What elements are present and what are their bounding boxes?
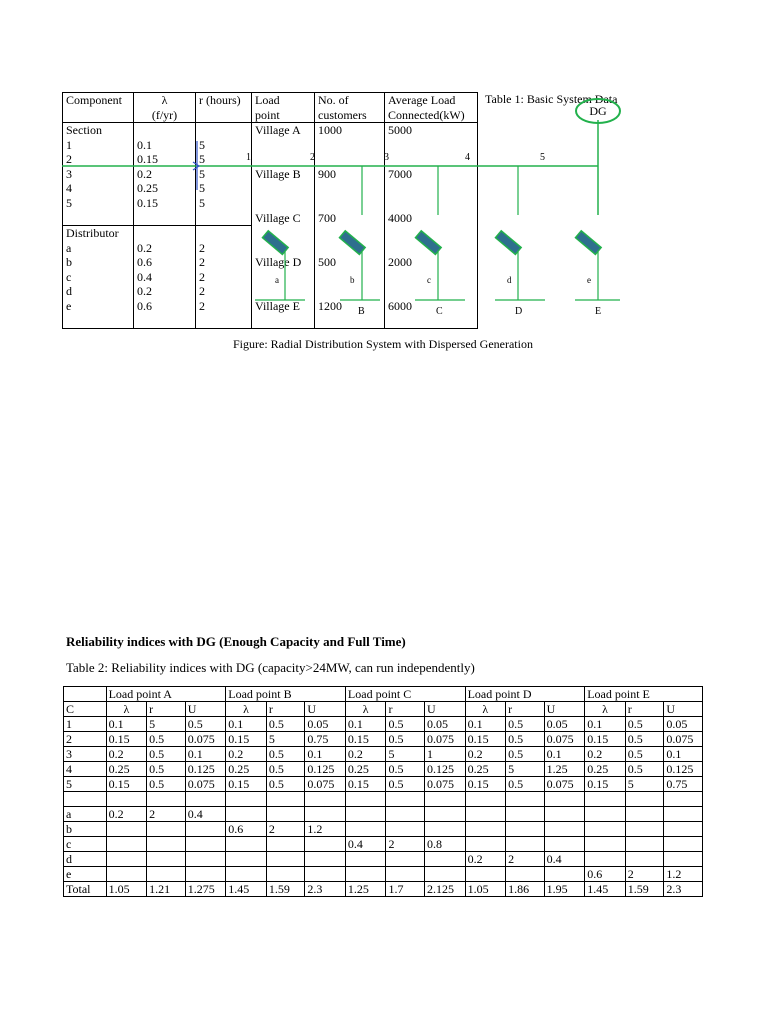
table-cell — [147, 867, 186, 882]
table-cell: 0.5 — [147, 762, 186, 777]
table-cell — [585, 822, 626, 837]
table-cell: 0.5 — [266, 762, 305, 777]
table-cell: 1.45 — [226, 882, 267, 897]
table-cell: 0.15 — [585, 777, 626, 792]
sub-header-lambda: λ — [465, 702, 506, 717]
table-cell — [305, 807, 346, 822]
section-lambda-cell: 0.1 0.15 0.2 0.25 0.15 — [134, 123, 196, 226]
fuse-a-icon — [262, 231, 288, 255]
table-cell: 0.1 — [544, 747, 585, 762]
col-r-header: r (hours) — [196, 93, 252, 123]
table-cell — [625, 792, 664, 807]
table-cell: 0.5 — [625, 717, 664, 732]
table-cell: 0.4 — [345, 837, 386, 852]
sub-header-lambda: λ — [345, 702, 386, 717]
table-cell: 0.05 — [305, 717, 346, 732]
row-label-cell: b — [64, 822, 107, 837]
distributor-b — [339, 231, 380, 317]
section-number-1: 1 — [246, 152, 251, 163]
group-header-a: Load point A — [106, 687, 226, 702]
table-cell — [266, 837, 305, 852]
table-cell — [147, 822, 186, 837]
table-cell: 2.3 — [305, 882, 346, 897]
distributor-label-e: e — [587, 275, 591, 285]
table-cell — [585, 837, 626, 852]
table-cell: 0.6 — [585, 867, 626, 882]
table-cell: 0.5 — [506, 777, 545, 792]
avg-load-cell: 5000 7000 4000 2000 6000 — [385, 123, 478, 329]
table-cell: 0.1 — [305, 747, 346, 762]
table-cell: 0.4 — [185, 807, 226, 822]
load-label-e: E — [595, 306, 602, 317]
table-cell: 1.45 — [585, 882, 626, 897]
table-cell: 1 — [425, 747, 466, 762]
col-avg-load-header: Average Load Connected(kW) — [385, 93, 478, 123]
table-cell: 0.25 — [585, 762, 626, 777]
table-row — [64, 747, 703, 762]
table-cell: 0.075 — [664, 732, 703, 747]
table-cell — [185, 867, 226, 882]
table-cell: 5 — [506, 762, 545, 777]
table-cell — [585, 852, 626, 867]
table-cell: 0.1 — [345, 717, 386, 732]
section-number-5: 5 — [540, 152, 545, 163]
table-cell — [664, 822, 703, 837]
table-cell: 2 — [147, 807, 186, 822]
col-customers-header: No. of customers — [315, 93, 385, 123]
table-cell — [345, 792, 386, 807]
table-cell: 0.5 — [147, 777, 186, 792]
section-r-cell: 5 5 5 5 5 — [196, 123, 252, 226]
table-cell — [147, 792, 186, 807]
distributor-label-c: c — [427, 275, 431, 285]
table-cell: 5 — [386, 747, 425, 762]
table-cell: 1.05 — [465, 882, 506, 897]
table-cell: 0.5 — [506, 717, 545, 732]
table-cell: 1.95 — [544, 882, 585, 897]
table-cell — [425, 822, 466, 837]
distributor-r-cell: 2 2 2 2 2 — [196, 226, 252, 329]
table-cell: 0.15 — [226, 777, 267, 792]
table-cell — [506, 837, 545, 852]
table-cell: 0.5 — [386, 762, 425, 777]
table-cell — [106, 837, 147, 852]
table-cell: 0.15 — [106, 732, 147, 747]
table-cell — [506, 792, 545, 807]
table-cell: 0.5 — [386, 732, 425, 747]
table-cell — [345, 807, 386, 822]
table-cell — [465, 822, 506, 837]
distributor-d — [495, 231, 545, 317]
table-cell — [185, 822, 226, 837]
sub-header-u: U — [185, 702, 226, 717]
sub-header-r: r — [506, 702, 545, 717]
table-cell: 0.5 — [625, 762, 664, 777]
group-header-d: Load point D — [465, 687, 585, 702]
table-cell: 1.21 — [147, 882, 186, 897]
table-cell: 0.25 — [345, 762, 386, 777]
table2-caption: Table 2: Reliability indices with DG (capacity>24MW, can run independently) — [66, 660, 475, 675]
table-cell: 0.15 — [585, 732, 626, 747]
table-cell: 0.125 — [425, 762, 466, 777]
table-cell: 0.25 — [106, 762, 147, 777]
distributor-label-b: b — [350, 275, 355, 285]
row-label-cell: e — [64, 867, 107, 882]
table-row — [64, 717, 703, 732]
table-cell: 0.075 — [544, 777, 585, 792]
table-cell: 0.5 — [506, 732, 545, 747]
distributor-label-d: d — [507, 275, 512, 285]
table-cell — [226, 837, 267, 852]
table-cell: 2.3 — [664, 882, 703, 897]
table-cell — [465, 807, 506, 822]
table-cell: 0.2 — [106, 807, 147, 822]
table-cell — [506, 867, 545, 882]
table-cell — [625, 822, 664, 837]
table-row — [64, 837, 703, 852]
sub-header-r: r — [625, 702, 664, 717]
table-cell — [266, 867, 305, 882]
col-component-header: Component — [63, 93, 134, 123]
table-cell — [664, 807, 703, 822]
table-cell: 1.275 — [185, 882, 226, 897]
table-cell — [465, 792, 506, 807]
table-cell — [226, 807, 267, 822]
table-cell: 2 — [625, 867, 664, 882]
table-cell — [425, 807, 466, 822]
table-cell — [305, 867, 346, 882]
section-number-4: 4 — [465, 152, 470, 163]
table-cell: 0.15 — [345, 777, 386, 792]
table2-group-header-row — [64, 687, 703, 702]
customers-cell: 1000 900 700 500 1200 — [315, 123, 385, 329]
table-cell: 5 — [147, 717, 186, 732]
radial-distribution-diagram — [0, 0, 768, 360]
fuse-d-icon — [495, 231, 521, 255]
row-label-cell: d — [64, 852, 107, 867]
table-cell: 2.125 — [425, 882, 466, 897]
table2-blank-corner — [64, 687, 107, 702]
table-cell: 0.5 — [147, 747, 186, 762]
fuse-c-icon — [415, 231, 441, 255]
table-cell: 2 — [386, 837, 425, 852]
section-heading: Reliability indices with DG (Enough Capacity and Full Time) — [66, 634, 406, 649]
table-cell — [305, 852, 346, 867]
section-number-2: 2 — [310, 152, 315, 163]
table-cell — [106, 822, 147, 837]
table-cell — [305, 837, 346, 852]
table-cell — [266, 852, 305, 867]
section-ids-cell: Section 1 2 3 4 5 — [63, 123, 134, 226]
sub-header-u: U — [305, 702, 346, 717]
table-cell: 0.075 — [544, 732, 585, 747]
component-col-header: C — [64, 702, 107, 717]
row-label-cell: a — [64, 807, 107, 822]
table-cell: 0.25 — [465, 762, 506, 777]
table-cell: 0.8 — [425, 837, 466, 852]
table-cell — [664, 837, 703, 852]
table-cell — [585, 807, 626, 822]
row-label-cell: Total — [64, 882, 107, 897]
table-cell — [425, 867, 466, 882]
table-cell: 1.05 — [106, 882, 147, 897]
table-cell: 2 — [506, 852, 545, 867]
table-row — [64, 777, 703, 792]
table-cell: 0.5 — [506, 747, 545, 762]
table-cell: 1.59 — [625, 882, 664, 897]
table-cell — [465, 867, 506, 882]
distributor-c — [415, 231, 465, 317]
row-label-cell: 5 — [64, 777, 107, 792]
sub-header-r: r — [386, 702, 425, 717]
table-cell: 0.2 — [465, 852, 506, 867]
table-cell: 0.1 — [585, 717, 626, 732]
table-cell: 0.15 — [106, 777, 147, 792]
table-cell — [226, 852, 267, 867]
table-cell: 0.075 — [185, 777, 226, 792]
table-cell: 0.075 — [185, 732, 226, 747]
table-cell — [386, 807, 425, 822]
table-cell — [506, 807, 545, 822]
table-cell: 0.5 — [625, 732, 664, 747]
table-cell — [664, 852, 703, 867]
sub-header-r: r — [266, 702, 305, 717]
table-cell: 1.59 — [266, 882, 305, 897]
table-cell: 0.075 — [425, 732, 466, 747]
table-cell: 1.25 — [544, 762, 585, 777]
row-label-cell: 3 — [64, 747, 107, 762]
table-cell — [226, 792, 267, 807]
table-cell: 0.5 — [147, 732, 186, 747]
table-cell — [506, 822, 545, 837]
table-cell — [625, 852, 664, 867]
group-header-e: Load point E — [585, 687, 703, 702]
table-row — [64, 852, 703, 867]
table-cell — [106, 792, 147, 807]
dg-label: DG — [589, 104, 607, 118]
table1-caption: Table 1: Basic System Data — [485, 92, 618, 106]
section-number-3: 3 — [384, 152, 389, 163]
table-cell — [465, 837, 506, 852]
group-header-b: Load point B — [226, 687, 346, 702]
table-row — [64, 882, 703, 897]
table-row — [64, 867, 703, 882]
table-cell — [544, 867, 585, 882]
sub-header-lambda: λ — [226, 702, 267, 717]
table-cell: 0.1 — [664, 747, 703, 762]
sub-header-r: r — [147, 702, 186, 717]
table-cell: 0.125 — [305, 762, 346, 777]
table-cell: 0.125 — [664, 762, 703, 777]
table-cell — [425, 792, 466, 807]
load-label-c: C — [436, 306, 443, 317]
row-label-cell: 4 — [64, 762, 107, 777]
row-label-cell: 1 — [64, 717, 107, 732]
table-cell: 0.1 — [185, 747, 226, 762]
table-cell — [664, 792, 703, 807]
table-cell: 0.5 — [266, 777, 305, 792]
table-cell — [386, 792, 425, 807]
table-cell: 0.1 — [465, 717, 506, 732]
table-cell — [386, 852, 425, 867]
table-cell: 0.5 — [386, 717, 425, 732]
table-cell — [185, 837, 226, 852]
table-cell — [266, 807, 305, 822]
table-cell: 0.2 — [226, 747, 267, 762]
table-row — [64, 792, 703, 807]
table-cell — [345, 822, 386, 837]
table-row — [64, 807, 703, 822]
table-cell: 5 — [625, 777, 664, 792]
table-row — [64, 762, 703, 777]
table-cell: 0.15 — [345, 732, 386, 747]
table-cell: 0.15 — [465, 777, 506, 792]
sub-header-lambda: λ — [585, 702, 626, 717]
table-row — [64, 822, 703, 837]
figure-caption: Figure: Radial Distribution System with Dispersed Generation — [233, 337, 533, 351]
table-cell: 0.15 — [465, 732, 506, 747]
table-cell: 1.2 — [664, 867, 703, 882]
table-cell: 0.05 — [425, 717, 466, 732]
table-cell: 0.05 — [544, 717, 585, 732]
table-cell: 1.25 — [345, 882, 386, 897]
table-cell — [185, 852, 226, 867]
table-cell: 0.5 — [266, 717, 305, 732]
table-cell: 0.5 — [185, 717, 226, 732]
table-cell — [305, 792, 346, 807]
table-cell: 0.075 — [305, 777, 346, 792]
table-cell: 0.2 — [345, 747, 386, 762]
table-cell — [425, 852, 466, 867]
distributor-label-a: a — [275, 275, 279, 285]
table-cell — [544, 807, 585, 822]
load-point-names-cell: Village A Village B Village C Village D Village E — [252, 123, 315, 329]
sub-header-u: U — [425, 702, 466, 717]
table-cell: 1.7 — [386, 882, 425, 897]
table-cell: 0.6 — [226, 822, 267, 837]
table-cell — [185, 792, 226, 807]
table-cell — [226, 867, 267, 882]
table-cell — [106, 867, 147, 882]
table2-sub-header-row — [64, 702, 703, 717]
row-label-cell: 2 — [64, 732, 107, 747]
table-cell — [544, 792, 585, 807]
table-cell — [544, 822, 585, 837]
table-cell — [345, 867, 386, 882]
table-cell — [544, 837, 585, 852]
table-cell: 0.125 — [185, 762, 226, 777]
col-load-point-header: Load point — [252, 93, 315, 123]
sub-header-u: U — [544, 702, 585, 717]
sub-header-lambda: λ — [106, 702, 147, 717]
col-lambda-header: λ (f/yr) — [134, 93, 196, 123]
table-cell: 1.86 — [506, 882, 545, 897]
table-cell: 1.2 — [305, 822, 346, 837]
fuse-b-icon — [339, 231, 365, 255]
fuse-e-icon — [575, 231, 601, 255]
table-cell: 0.05 — [664, 717, 703, 732]
table-cell: 0.5 — [386, 777, 425, 792]
table-cell — [585, 792, 626, 807]
table-cell: 0.75 — [664, 777, 703, 792]
table-cell: 0.5 — [266, 747, 305, 762]
table-cell — [106, 852, 147, 867]
table-cell — [345, 852, 386, 867]
table-cell: 2 — [266, 822, 305, 837]
table-cell: 0.2 — [106, 747, 147, 762]
table-cell: 0.2 — [585, 747, 626, 762]
table-cell: 0.5 — [625, 747, 664, 762]
table-cell — [386, 867, 425, 882]
table-row — [64, 732, 703, 747]
table-cell: 0.25 — [226, 762, 267, 777]
table-cell: 0.075 — [425, 777, 466, 792]
load-label-d: D — [515, 306, 523, 317]
distributor-ids-cell: Distributor a b c d e — [63, 226, 134, 329]
load-label-b: B — [358, 306, 365, 317]
reliability-indices-table — [63, 686, 703, 897]
table-cell — [625, 837, 664, 852]
table-cell: 0.1 — [226, 717, 267, 732]
table-cell — [625, 807, 664, 822]
table-cell — [147, 852, 186, 867]
table-cell — [386, 822, 425, 837]
table-cell: 5 — [266, 732, 305, 747]
table-cell: 0.75 — [305, 732, 346, 747]
distributor-lambda-cell: 0.2 0.6 0.4 0.2 0.6 — [134, 226, 196, 329]
table-cell: 0.15 — [226, 732, 267, 747]
table-cell: 0.4 — [544, 852, 585, 867]
group-header-c: Load point C — [345, 687, 465, 702]
table-cell — [266, 792, 305, 807]
distributor-e — [575, 231, 620, 317]
table-cell — [147, 837, 186, 852]
distributor-a — [255, 231, 305, 300]
row-label-cell — [64, 792, 107, 807]
table-cell: 0.2 — [465, 747, 506, 762]
row-label-cell: c — [64, 837, 107, 852]
table2-body — [64, 717, 703, 897]
table-cell: 0.1 — [106, 717, 147, 732]
sub-header-u: U — [664, 702, 703, 717]
